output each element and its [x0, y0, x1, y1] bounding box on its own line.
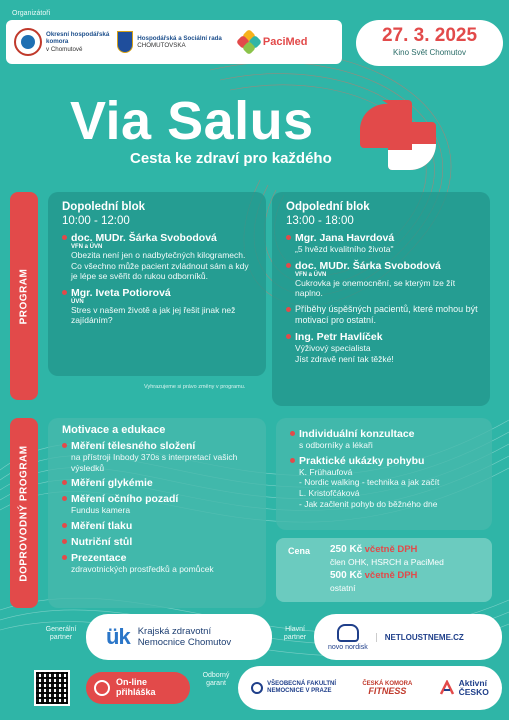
hsrch-logo [117, 31, 222, 53]
date-badge [356, 20, 503, 66]
support-item [62, 536, 256, 548]
speaker-role: ÚVN [71, 298, 84, 305]
program-item [62, 287, 256, 326]
price-other-value: 500 Kč [330, 570, 363, 582]
support-side-label [10, 418, 38, 608]
ak-line2: ČESKO [458, 687, 489, 697]
price-label: Cena [288, 546, 311, 556]
support-item [62, 477, 256, 489]
speaker-name: Mgr. Iveta Potiorová [71, 286, 171, 299]
program-item [286, 304, 480, 327]
talk-description: Příběhy úspěšných pacientů, které mohou být motivací pro ostatní. [295, 303, 478, 326]
apis-bull-icon [337, 624, 359, 642]
morning-time: 10:00 - 12:00 [62, 214, 130, 227]
ohk-name-line3: v Chomutově [46, 45, 83, 53]
netloustneme-name: NETLOUSTNEME.CZ [376, 633, 464, 642]
speaker-role: VFN a ÚVN [295, 271, 327, 278]
price-other-vat: včetně DPH [364, 570, 418, 582]
ck-line1: ČESKÁ KOMORA [362, 680, 413, 687]
online-line1: On-line [116, 677, 147, 688]
motivation-heading: Motivace a edukace [62, 424, 166, 436]
vfn-line1: VŠEOBECNÁ FAKULTNÍ [267, 680, 337, 687]
price-box [276, 538, 492, 602]
morning-title: Dopolední blok [62, 201, 146, 213]
support-item [290, 455, 482, 510]
speaker-role: VFN a ÚVN [71, 243, 103, 250]
support-item [290, 428, 482, 451]
support-item-name: Měření tělesného složení [71, 440, 196, 452]
general-partner-logo [86, 614, 272, 660]
support-item-name: Měření glykémie [71, 477, 153, 490]
novo-nordisk-logo [328, 624, 368, 651]
vfn-emblem-icon [251, 682, 263, 694]
cesko-komora-fitness-logo [362, 681, 412, 696]
crest-icon [117, 31, 133, 53]
afternoon-block [272, 192, 490, 406]
support-item [62, 493, 256, 516]
program-item [286, 232, 480, 255]
price-other-who: ostatní [330, 582, 356, 593]
support-item [62, 520, 256, 532]
price-member-who: člen OHK, HSRCH a PaciMed [330, 556, 444, 567]
qr-code[interactable] [34, 670, 70, 706]
ohk-name-line2: komora [46, 38, 69, 46]
event-date: 27. 3. 2025 [381, 25, 478, 46]
support-item [62, 440, 256, 473]
hsrch-name-line1: Hospodářská a Sociální rada [137, 34, 222, 42]
morning-block [48, 192, 266, 376]
main-partner-label: Hlavní partner [283, 626, 307, 642]
program-side-label [10, 192, 38, 400]
pacimed-name: PaciMed [262, 36, 308, 48]
online-registration-button[interactable] [86, 672, 190, 704]
talk-description: „5 hvězd kvalitního života" [295, 243, 394, 254]
hsrch-name-line2: CHOMUTOVSKA [137, 42, 186, 49]
health-cross-icon [356, 98, 438, 172]
support-item-name: Prezentace [71, 551, 127, 564]
program-change-note: Vyhrazujeme si právo změny v programu. [144, 384, 246, 390]
event-title: Via Salus [70, 91, 314, 151]
kzn-name-line2: Nemocnice Chomutov [137, 637, 232, 648]
support-item-desc: Fundus kamera [71, 505, 131, 516]
ck-line2: FITNESS [368, 685, 407, 696]
pacimed-mark-icon [238, 31, 260, 53]
support-item-desc: zdravotnických prostředků a pomůcek [71, 563, 214, 574]
expert-guarantor-logos [238, 666, 502, 710]
support-side-text: DOPROVODNÝ PROGRAM [18, 444, 30, 582]
support-item-desc: K. Frühaufová - Nordic walking - technika a jak začít L. Kristofčáková - Jak začlenit pohyb do běžného dne [299, 466, 440, 509]
speaker-name: doc. MUDr. Šárka Svobodová [71, 231, 217, 244]
general-partner-label: Generální partner [45, 626, 77, 642]
support-item-name: Nutriční stůl [71, 535, 133, 548]
ohk-logo [14, 28, 109, 56]
support-item-name: Individuální konzultace [299, 428, 415, 440]
talk-description: Výživový specialista Jíst zdravě není tak těžké! [295, 343, 394, 364]
support-item-name: Měření tlaku [71, 519, 133, 532]
click-cursor-icon [94, 680, 110, 696]
kzn-name-line1: Krajská zdravotní [137, 625, 212, 637]
expert-guarantor-label: Odborný garant [202, 672, 230, 688]
speaker-name: doc. MUDr. Šárka Svobodová [295, 259, 441, 272]
event-venue: Kino Svět Chomutov [393, 48, 466, 57]
afternoon-time: 13:00 - 18:00 [286, 214, 354, 227]
price-member-vat: včetně DPH [364, 544, 418, 555]
program-item [62, 232, 256, 282]
consultation-block [276, 418, 492, 530]
talk-description: Stres v našem životě a jak jej řešit jinak než zajídáním? [71, 304, 236, 326]
speaker-name: Mgr. Jana Havrdová [295, 231, 395, 244]
organizers-strip [6, 20, 342, 64]
vfn-line2: NEMOCNICE V PRAZE [267, 688, 332, 694]
support-item [62, 552, 256, 575]
main-partner-logo [314, 614, 502, 660]
aktivni-mark-icon [439, 680, 455, 696]
support-item-desc: na přístroji Inbody 370s s interpretací vašich výsledků [71, 452, 238, 473]
support-item-name: Měření očního pozadí [71, 493, 179, 506]
ak-line1: Aktivní [458, 677, 487, 688]
aktivni-cesko-logo [439, 679, 489, 698]
talk-description: Cukrovka je onemocnění, se kterým lze žít naplno. [295, 277, 456, 299]
talk-description: Obezita není jen o nadbytečných kilogramech. Co všechno může pacient zvládnout sám a kdy je lépe se svěřit do rukou odborníků. [71, 249, 249, 282]
support-item-name: Praktické ukázky pohybu [299, 454, 425, 467]
speaker-name: Ing. Petr Havlíček [295, 331, 383, 344]
organizers-label: Organizátoři [12, 10, 51, 17]
support-item-desc: s odborníky a lékaři [299, 440, 373, 450]
program-item [286, 331, 480, 364]
program-side-text: PROGRAM [18, 268, 30, 324]
vfn-logo [251, 681, 336, 695]
motivation-block [48, 418, 266, 608]
price-member-value: 250 Kč [330, 544, 363, 555]
ohk-name-line1: Okresní hospodářská [46, 30, 110, 38]
program-item [286, 260, 480, 299]
online-line2: přihláška [116, 687, 156, 697]
pacimed-logo [238, 31, 308, 53]
event-subtitle: Cesta ke zdraví pro každého [130, 150, 332, 167]
kzn-mark-icon: ük [106, 624, 130, 649]
novo-nordisk-name: novo nordisk [328, 643, 368, 651]
ohk-seal-icon [14, 28, 42, 56]
afternoon-title: Odpolední blok [286, 201, 370, 213]
